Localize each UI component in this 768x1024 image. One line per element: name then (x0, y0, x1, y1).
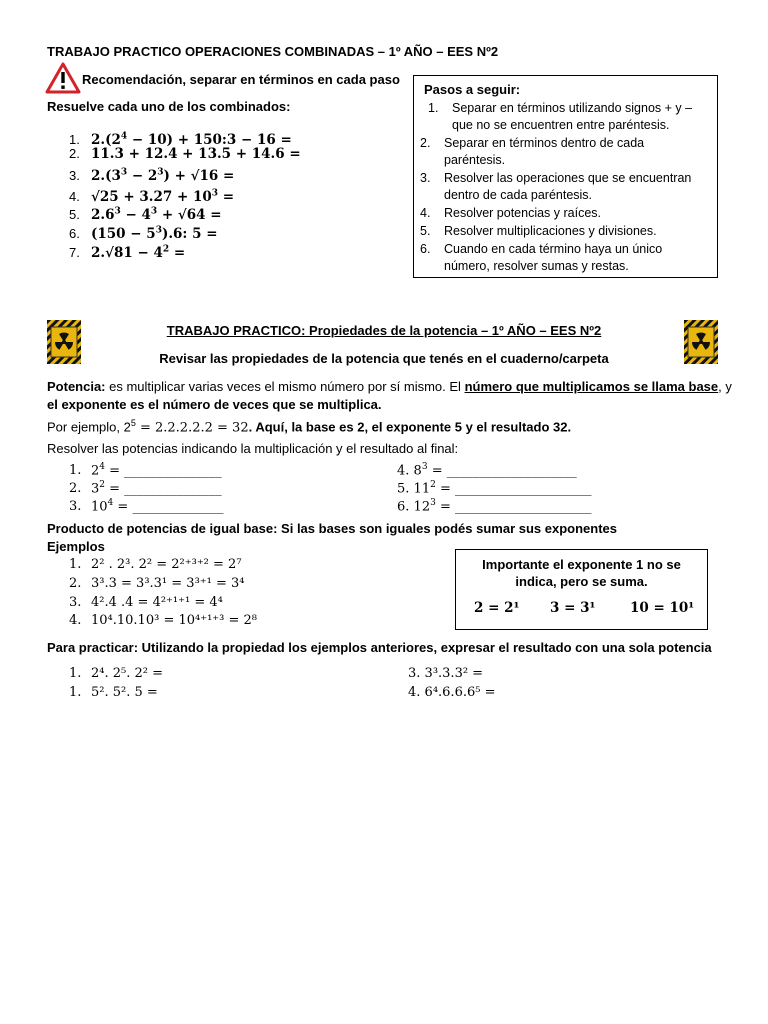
step-2: 2. Separar en términos dentro de cada (420, 136, 645, 150)
practice-title: Para practicar: Utilizando la propiedad los ejemplos anteriores, expresar el resultado con una sola potencia (47, 640, 712, 655)
power-5: 5. $11^2$ = _____________________ (397, 480, 592, 497)
power-1: 1. $2^4$ = _______________ (69, 462, 222, 479)
practice-1: 1. 2⁴. 2⁵. 2² = (69, 666, 164, 681)
warning-icon (45, 62, 81, 94)
power-4: 4. $8^3$ = ____________________ (397, 462, 577, 479)
steps-title: Pasos a seguir: (424, 82, 521, 97)
step-1-cont: que no se encuentren entre paréntesis. (452, 118, 670, 132)
step-2-cont: paréntesis. (444, 153, 506, 167)
step-3-cont: dentro de cada paréntesis. (444, 188, 593, 202)
power-2: 2. $3^2$ = _______________ (69, 480, 222, 497)
exercise-2: 2. 11.3 + 12.4 + 13.5 + 14.6 = (69, 146, 301, 162)
examples-label: Ejemplos (47, 539, 105, 554)
practice-4: 4. 6⁴.6.6.6⁵ = (408, 685, 496, 700)
step-4: 4. Resolver potencias y raíces. (420, 206, 602, 220)
resolve-instruction: Resolver las potencias indicando la multiplicación y el resultado al final: (47, 441, 459, 456)
important-example-3: 10 = 10¹ (630, 600, 695, 616)
exercise-1: 1. $2.(2^4 - 10)$ + 150:3 − 16 = (69, 131, 292, 148)
exercise-5: 5. $2.6^3 - 4^3 + √64$ = (69, 206, 222, 223)
steps-box (413, 75, 718, 278)
exercise-3: 3. $2.(3^3 - 2^3) + √16$ = (69, 167, 235, 184)
practice-2: 1. 5². 5². 5 = (69, 685, 158, 700)
section2-subtitle: Revisar las propiedades de la potencia que tenés en el cuaderno/carpeta (159, 351, 609, 366)
exercise-6: 6. $(150 - 5^3).6$: 5 = (69, 225, 218, 242)
step-3: 3. Resolver las operaciones que se encuentran (420, 171, 692, 185)
example-1: 1. 2² . 2³. 2² = 2²⁺³⁺² = 2⁷ (69, 557, 242, 572)
example-4: 4. 10⁴.10.10³ = 10⁴⁺¹⁺³ = 2⁸ (69, 613, 258, 628)
step-5: 5. Resolver multiplicaciones y divisiones. (420, 224, 657, 238)
important-line-1: Importante el exponente 1 no se (482, 557, 681, 572)
important-example-1: 2 = 2¹ (474, 600, 520, 616)
power-definition: Potencia: es multiplicar varias veces el mismo número por sí mismo. El número que multiplicamos se llama base, y el exponente es el número de veces que se multiplica. Por ejemplo, $2^5 = 2.2.2.2.2 = 32$. Aquí, la base es 2, el exponente 5 y el resultado 32. (47, 379, 732, 436)
recommendation-text: Recomendación, separar en términos en cada paso (82, 72, 400, 87)
example-3: 3. 4².4 .4 = 4²⁺¹⁺¹ = 4⁴ (69, 595, 223, 610)
step-1: 1. Separar en términos utilizando signos + y – (428, 101, 693, 115)
power-3: 3. $10^4$ = ______________ (69, 498, 224, 515)
important-box (455, 549, 708, 630)
section2-title: TRABAJO PRACTICO: Propiedades de la potencia – 1º AÑO – EES Nº2 (166, 323, 602, 338)
step-6: 6. Cuando en cada término haya un único (420, 242, 663, 256)
exercise-7: 7. $2.√81 - 4^2$ = (69, 244, 186, 261)
product-title: Producto de potencias de igual base: Si las bases son iguales podés sumar sus exponentes (47, 521, 618, 536)
exercise-4: 4. $√25 + 3.27 + 10^3$ = (69, 188, 235, 205)
example-2: 2. 3³.3 = 3³.3¹ = 3³⁺¹ = 3⁴ (69, 576, 245, 591)
power-6: 6. $12^3$ = _____________________ (397, 498, 592, 515)
practice-3: 3. 3³.3.3² = (408, 666, 484, 681)
important-example-2: 3 = 3¹ (550, 600, 596, 616)
step-6-cont: número, resolver sumas y restas. (444, 259, 629, 273)
important-line-2: indica, pero se suma. (515, 574, 648, 589)
instruction-text: Resuelve cada uno de los combinados: (47, 99, 291, 114)
section1-title: TRABAJO PRACTICO OPERACIONES COMBINADAS – 1º AÑO – EES Nº2 (47, 44, 499, 59)
